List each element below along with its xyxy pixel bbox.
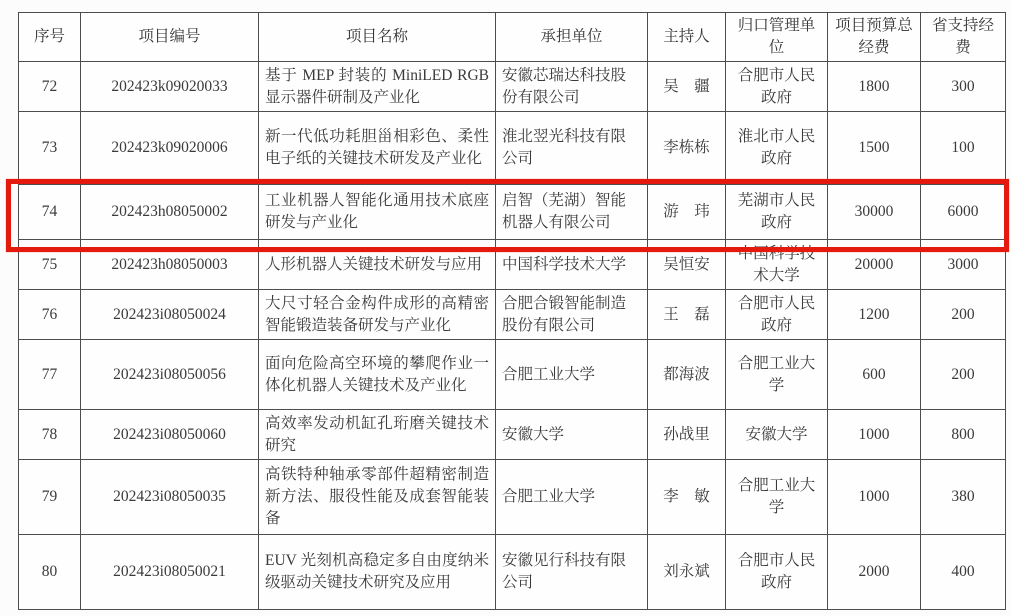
cell-provincial-support: 800: [921, 410, 1006, 460]
cell-managing-unit: 合肥市人民政府: [726, 62, 828, 112]
cell-managing-unit: 安徽大学: [726, 410, 828, 460]
cell-project-code: 202423k09020006: [81, 112, 259, 185]
cell-serial: 79: [19, 460, 81, 535]
cell-managing-unit: 合肥市人民政府: [726, 535, 828, 610]
cell-project-code: 202423i08050024: [81, 290, 259, 340]
header-project-name: 项目名称: [259, 13, 496, 62]
cell-provincial-support: 380: [921, 460, 1006, 535]
cell-project-code: 202423i08050060: [81, 410, 259, 460]
cell-managing-unit: 合肥工业大学: [726, 340, 828, 410]
cell-serial: 77: [19, 340, 81, 410]
cell-provincial-support: 200: [921, 340, 1006, 410]
cell-project-code: 202423i08050021: [81, 535, 259, 610]
cell-managing-unit: 合肥市人民政府: [726, 290, 828, 340]
table-row: [19, 290, 1006, 340]
cell-serial: 80: [19, 535, 81, 610]
cell-undertaking-unit: 中国科学技术大学: [496, 240, 648, 290]
cell-undertaking-unit: 合肥工业大学: [496, 460, 648, 535]
cell-provincial-support: 100: [921, 112, 1006, 185]
cell-undertaking-unit: 安徽见行科技有限公司: [496, 535, 648, 610]
cell-project-code: 202423k09020033: [81, 62, 259, 112]
cell-total-budget: 1000: [828, 460, 921, 535]
cell-project-name: 面向危险高空环境的攀爬作业一体化机器人关键技术及产业化: [259, 340, 496, 410]
cell-leader: 王 磊: [648, 290, 726, 340]
cell-provincial-support: 3000: [921, 240, 1006, 290]
cell-project-name: 高效率发动机缸孔珩磨关键技术研究: [259, 410, 496, 460]
red-highlight-rectangle: [6, 179, 1009, 252]
cell-project-name: 基于 MEP 封装的 MiniLED RGB 显示器件研制及产业化: [259, 62, 496, 112]
cell-undertaking-unit: 安徽芯瑞达科技股份有限公司: [496, 62, 648, 112]
cell-project-name: EUV 光刻机高稳定多自由度纳米级驱动关键技术研究及应用: [259, 535, 496, 610]
cell-serial: 75: [19, 240, 81, 290]
cell-project-name: 工业机器人智能化通用技术底座研发与产业化: [259, 185, 496, 240]
cell-undertaking-unit: 淮北翌光科技有限公司: [496, 112, 648, 185]
cell-project-name: 大尺寸轻合金构件成形的高精密智能锻造装备研发与产业化: [259, 290, 496, 340]
cell-serial: 73: [19, 112, 81, 185]
cell-project-name: 新一代低功耗胆甾相彩色、柔性电子纸的关键技术研发及产业化: [259, 112, 496, 185]
table-row: [19, 112, 1006, 185]
cell-managing-unit: 芜湖市人民政府: [726, 185, 828, 240]
cell-serial: 74: [19, 185, 81, 240]
cell-leader: 吴恒安: [648, 240, 726, 290]
cell-serial: 78: [19, 410, 81, 460]
header-undertaking-unit: 承担单位: [496, 13, 648, 62]
cell-provincial-support: 200: [921, 290, 1006, 340]
cell-project-code: 202423h08050002: [81, 185, 259, 240]
cell-project-name: 人形机器人关键技术研发与应用: [259, 240, 496, 290]
cell-managing-unit: 淮北市人民政府: [726, 112, 828, 185]
cell-provincial-support: 400: [921, 535, 1006, 610]
cell-leader: 都海波: [648, 340, 726, 410]
table-row: [19, 460, 1006, 535]
cell-undertaking-unit: 安徽大学: [496, 410, 648, 460]
cell-total-budget: 600: [828, 340, 921, 410]
header-leader: 主持人: [648, 13, 726, 62]
cell-total-budget: 1000: [828, 410, 921, 460]
header-total-budget: 项目预算总经费: [828, 13, 921, 62]
cell-project-code: 202423i08050056: [81, 340, 259, 410]
cell-provincial-support: 6000: [921, 185, 1006, 240]
project-funding-table: [18, 12, 1006, 610]
cell-undertaking-unit: 启智（芜湖）智能机器人有限公司: [496, 185, 648, 240]
cell-project-name: 高铁特种轴承零部件超精密制造新方法、服役性能及成套智能装备: [259, 460, 496, 535]
cell-total-budget: 20000: [828, 240, 921, 290]
cell-undertaking-unit: 合肥工业大学: [496, 340, 648, 410]
cell-leader: 吴 疆: [648, 62, 726, 112]
header-provincial-support: 省支持经费: [921, 13, 1006, 62]
cell-undertaking-unit: 合肥合锻智能制造股份有限公司: [496, 290, 648, 340]
cell-leader: 李 敏: [648, 460, 726, 535]
cell-total-budget: 30000: [828, 185, 921, 240]
table-header-row: [19, 13, 1006, 62]
cell-leader: 刘永斌: [648, 535, 726, 610]
table-row: [19, 340, 1006, 410]
table-row: [19, 62, 1006, 112]
cell-project-code: 202423i08050035: [81, 460, 259, 535]
cell-serial: 76: [19, 290, 81, 340]
cell-leader: 李栋栋: [648, 112, 726, 185]
cell-total-budget: 1500: [828, 112, 921, 185]
cell-total-budget: 2000: [828, 535, 921, 610]
cell-serial: 72: [19, 62, 81, 112]
cell-total-budget: 1200: [828, 290, 921, 340]
cell-project-code: 202423h08050003: [81, 240, 259, 290]
header-project-code: 项目编号: [81, 13, 259, 62]
header-managing-unit: 归口管理单位: [726, 13, 828, 62]
cell-leader: 游 玮: [648, 185, 726, 240]
header-serial: 序号: [19, 13, 81, 62]
cell-managing-unit: 中国科学技术大学: [726, 240, 828, 290]
cell-total-budget: 1800: [828, 62, 921, 112]
table-row: [19, 410, 1006, 460]
table-row: [19, 535, 1006, 610]
cell-provincial-support: 300: [921, 62, 1006, 112]
cell-managing-unit: 合肥工业大学: [726, 460, 828, 535]
cell-leader: 孙战里: [648, 410, 726, 460]
